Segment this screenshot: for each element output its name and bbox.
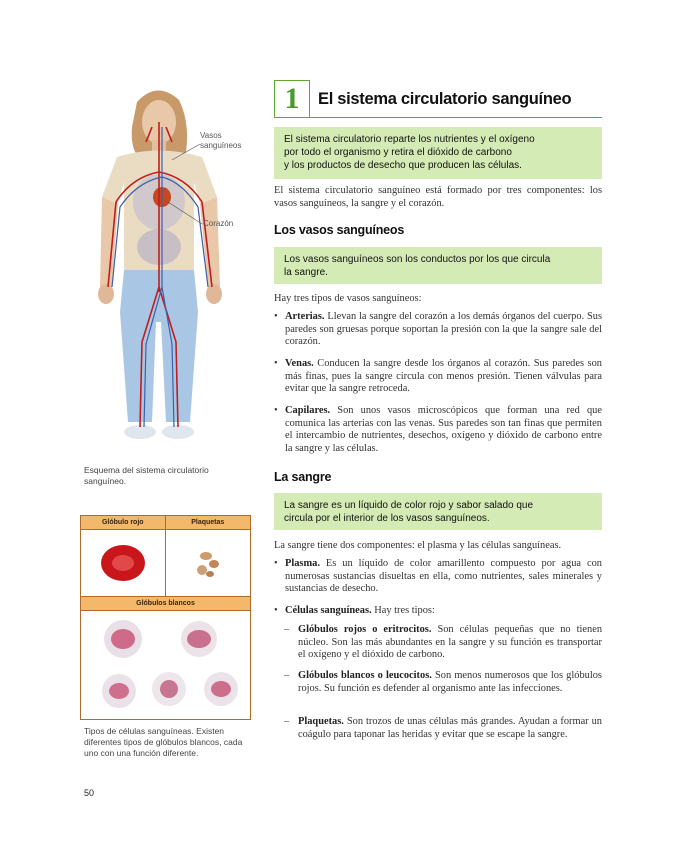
title-rule: [310, 117, 602, 118]
white-blood-cells-image: [81, 611, 250, 720]
vasos-summary-box: Los vasos sanguíneos son los conductos por los que circula la sangre.: [274, 247, 602, 284]
term-venas: Venas.: [285, 358, 314, 369]
list-item: • Arterias. Llevan la sangre del corazón a los demás órganos del cuerpo. Sus paredes son gruesas porque soportan la presión con la que la sangre sale del corazón.: [274, 311, 602, 348]
page-title: El sistema circulatorio sanguíneo: [318, 90, 572, 108]
platelets-image: [166, 530, 251, 596]
text-plaquetas: Son trozos de unas células más grandes. Ayudan a formar un coágulo para taponar las heridas y evitar que se escape la sangre.: [298, 716, 602, 740]
vasos-lead: Hay tres tipos de vasos sanguíneos:: [274, 293, 422, 304]
text-capilares: Son unos vasos microscópicos que forman una red que comunica las arterias con las venas. Sus paredes son tan finas que permiten el intercambio de nutrientes, desechos, oxígeno y dióxido de carbono entre la sangre y las células.: [285, 405, 602, 454]
figure-caption: Esquema del sistema circulatorio sanguíneo.: [84, 465, 209, 486]
text-globulos-rojos: Son células pequeñas que no tienen núcleo. Son las más abundantes en la sangre y su función es transportar el oxígeno y el dióxido de carbono.: [298, 624, 603, 661]
term-globulos-rojos: Glóbulos rojos o eritrocitos.: [298, 624, 432, 635]
heading-vasos: Los vasos sanguíneos: [274, 223, 405, 237]
header-platelets: Plaquetas: [166, 516, 251, 530]
term-plaquetas: Plaquetas.: [298, 716, 344, 727]
platelets-cell: [166, 530, 251, 596]
list-item: – Glóbulos rojos o eritrocitos. Son células pequeñas que no tienen núcleo. Son las más abundantes en la sangre y su función es transportar el oxígeno y el dióxido de carbono.: [284, 624, 603, 661]
table-header-row: [81, 516, 250, 530]
list-item: • Plasma. Es un líquido de color amarillento compuesto por agua con numerosas sustancias disueltas en ella, como nutrientes, sales minerales y sustancias de desecho.: [274, 558, 602, 595]
label-heart: Corazón: [203, 219, 234, 228]
header-white-cells: Glóbulos blancos: [81, 597, 250, 611]
text-venas: Conducen la sangre desde los órganos al corazón. Sus paredes son más finas, pues la sangre circula con menos presión. Tienen válvulas para evitar que la sangre retroceda.: [285, 358, 602, 395]
sangre-lead: La sangre tiene dos componentes: el plasma y las células sanguíneas.: [274, 540, 562, 551]
text-globulos-blancos: Son menos numerosos que los glóbulos rojos. Su función es defender al organismo ante las infecciones.: [298, 670, 602, 694]
table-image-row: [81, 530, 250, 597]
text-arterias: Llevan la sangre del corazón a los demás órganos del cuerpo. Sus paredes son gruesas porque soportan la presión con la que la sangre sale del corazón.: [285, 311, 602, 348]
list-item: • Venas. Conducen la sangre desde los órganos al corazón. Sus paredes son más finas, pues la sangre circula con menos presión. Tienen válvulas para evitar que la sangre retroceda.: [274, 358, 602, 395]
list-item: – Glóbulos blancos o leucocitos. Son menos numerosos que los glóbulos rojos. Su función es defender al organismo ante las infecciones.: [284, 670, 602, 694]
term-capilares: Capilares.: [285, 405, 331, 416]
page-number: 50: [84, 788, 95, 798]
red-blood-cell-image: [81, 530, 165, 596]
list-item: – Plaquetas. Son trozos de unas células más grandes. Ayudan a formar un coágulo para taponar las heridas y evitar que se escape la sangre.: [284, 716, 602, 740]
sangre-summary-box: La sangre es un líquido de color rojo y sabor salado que circula por el interior de los vasos sanguíneos.: [274, 493, 602, 530]
header-red-cell: Glóbulo rojo: [81, 516, 166, 530]
text-plasma: Es un líquido de color amarillento compuesto por agua con numerosas sustancias disueltas en ella, como nutrientes, sales minerales y sustancias de desecho.: [285, 558, 602, 595]
heading-sangre: La sangre: [274, 470, 332, 484]
label-vessels: Vasos sanguíneos: [200, 131, 242, 150]
term-plasma: Plasma.: [285, 558, 320, 569]
intro-paragraph: El sistema circulatorio sanguíneo está formado por tres componentes: los vasos sanguíneos, la sangre y el corazón.: [274, 185, 602, 209]
table-caption: Tipos de células sanguíneas. Existen diferentes tipos de glóbulos blancos, cada uno con una función diferente.: [84, 726, 243, 758]
section-number: 1: [274, 80, 310, 118]
blood-cells-table: [80, 515, 251, 720]
list-item: • Capilares. Son unos vasos microscópicos que forman una red que comunica las arterias con las venas. Sus paredes son tan finas que permiten el intercambio de nutrientes, desechos, oxígeno y dióxido de carbono entre la sangre y las células.: [274, 405, 602, 454]
red-cell-cell: [81, 530, 166, 596]
list-item: • Células sanguíneas. Hay tres tipos:: [274, 605, 435, 616]
intro-summary-box: El sistema circulatorio reparte los nutrientes y el oxígeno por todo el organismo y retira el dióxido de carbono y los productos de desecho que producen las células.: [274, 127, 602, 179]
term-globulos-blancos: Glóbulos blancos o leucocitos.: [298, 670, 432, 681]
term-celulas: Células sanguíneas.: [285, 605, 372, 616]
term-arterias: Arterias.: [285, 311, 325, 322]
text-celulas: Hay tres tipos:: [371, 605, 435, 616]
